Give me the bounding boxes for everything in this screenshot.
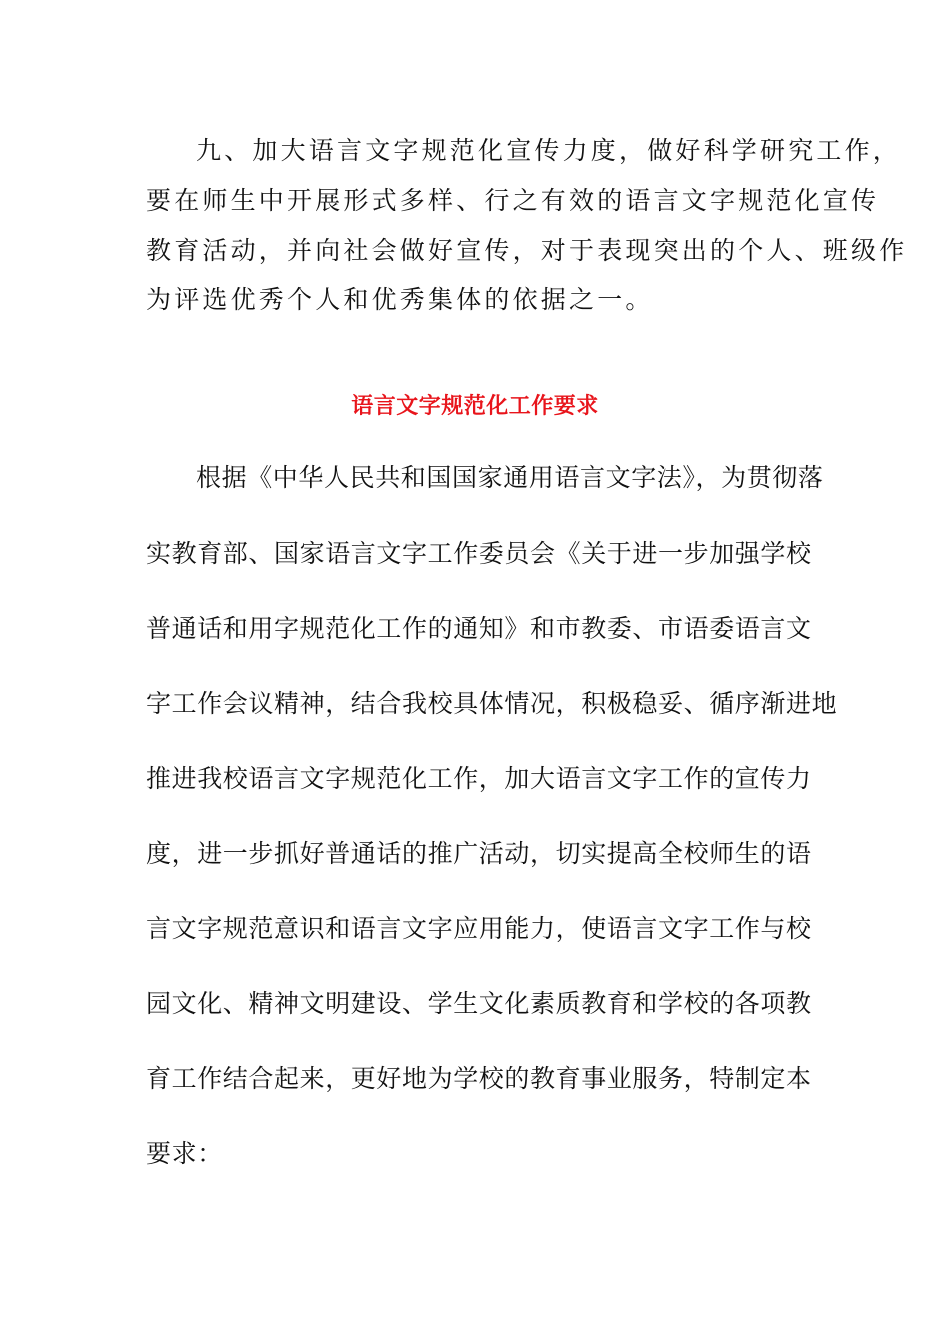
text-line: 九、加大语言文字规范化宣传力度，做好科学研究工作， (196, 136, 902, 165)
text-line: 字工作会议精神，结合我校具体情况，积极稳妥、循序渐进地 (146, 689, 838, 718)
text-line: 实教育部、国家语言文字工作委员会《关于进一步加强学校 (146, 539, 812, 568)
text-line: 要求： (146, 1139, 223, 1168)
text-line: 育工作结合起来，更好地为学校的教育事业服务，特制定本 (146, 1064, 812, 1093)
text-line: 根据《中华人民共和国国家通用语言文字法》，为贯彻落 (196, 463, 824, 492)
text-line: 园文化、精神文明建设、学生文化素质教育和学校的各项教 (146, 989, 812, 1018)
text-line: 推进我校语言文字规范化工作，加大语言文字工作的宣传力 (146, 764, 812, 793)
section-heading: 语言文字规范化工作要求 (351, 394, 599, 419)
text-line: 要在师生中开展形式多样、行之有效的语言文字规范化宣传 (146, 186, 880, 215)
text-line: 普通话和用字规范化工作的通知》和市教委、市语委语言文 (146, 614, 812, 643)
text-line: 度，进一步抓好普通话的推广活动，切实提高全校师生的语 (146, 839, 812, 868)
text-line: 言文字规范意识和语言文字应用能力，使语言文字工作与校 (146, 914, 812, 943)
text-line: 教育活动，并向社会做好宣传，对于表现突出的个人、班级作 (146, 236, 908, 265)
text-line: 为评选优秀个人和优秀集体的依据之一。 (146, 285, 654, 314)
